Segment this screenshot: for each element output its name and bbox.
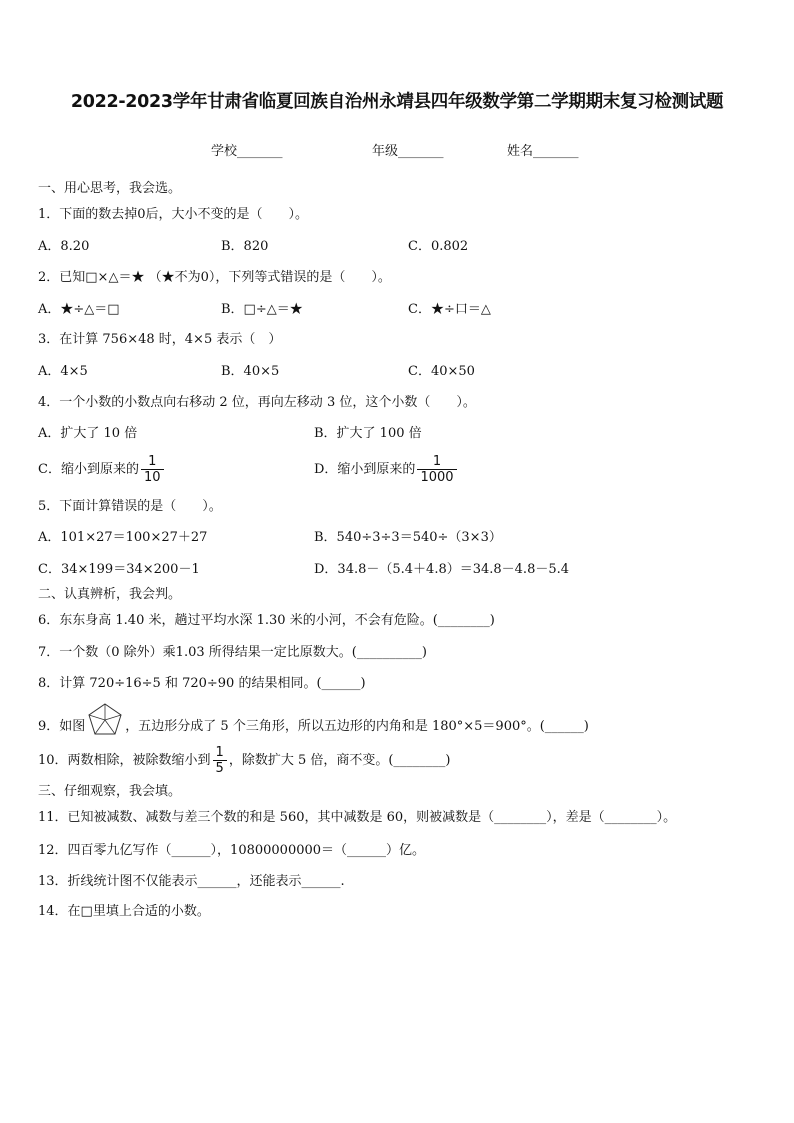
question-4-option-c: [38, 452, 166, 488]
question-7: 7．一个数（0 除外）乘1.03 所得结果一定比原数大。(__________): [38, 645, 427, 660]
question-9-before: 9．如图: [38, 719, 86, 734]
question-2-stem: 2．已知□×△＝★ （★不为0），下列等式错误的是（ ）。: [38, 270, 391, 285]
question-12: 12．四百零九亿写作（______），10800000000＝（______）亿。: [38, 843, 426, 858]
question-2-option-c: C．★÷口＝△: [408, 302, 491, 317]
question-10: [38, 742, 451, 780]
question-4-option-c-text: C．缩小到原来的: [38, 462, 139, 477]
question-14: 14．在□里填上合适的小数。: [38, 904, 210, 919]
name-field: 姓名_______: [507, 144, 579, 159]
question-3-option-b: B．40×5: [221, 364, 280, 379]
question-1-option-a: A．8.20: [38, 239, 90, 254]
question-2-option-a: A．★÷△＝□: [38, 302, 120, 317]
question-4-option-a: A．扩大了 10 倍: [38, 426, 138, 441]
question-1-option-c: C．0.802: [408, 239, 469, 254]
fraction-denominator: 5: [213, 760, 227, 776]
question-4-option-b: B．扩大了 100 倍: [314, 426, 422, 441]
fraction-denominator: 1000: [417, 469, 456, 485]
fraction-denominator: 10: [141, 469, 164, 485]
school-field: 学校_______: [211, 144, 283, 159]
fraction-one-thousandth: [417, 454, 456, 485]
question-5-option-a: A．101×27＝100×27＋27: [38, 530, 208, 545]
question-9-after: ，五边形分成了 5 个三角形，所以五边形的内角和是 180°×5＝900°。(______): [125, 719, 589, 734]
question-1-stem: 1．下面的数去掉0后，大小不变的是（ ）。: [38, 207, 309, 222]
fraction-numerator: 1: [215, 745, 224, 760]
question-1-option-b: B．820: [221, 239, 269, 254]
question-2-option-b: B．□÷△＝★: [221, 302, 303, 317]
question-3-option-c: C．40×50: [408, 364, 475, 379]
question-13: 13．折线统计图不仅能表示______，还能表示______.: [38, 874, 345, 889]
question-11: 11．已知被减数、减数与差三个数的和是 560，其中减数是 60，则被减数是（________），差是（________）。: [38, 810, 677, 825]
question-8: 8．计算 720÷16÷5 和 720÷90 的结果相同。(______): [38, 676, 366, 691]
question-5-option-c: C．34×199＝34×200－1: [38, 562, 200, 577]
grade-field: 年级_______: [372, 144, 444, 159]
section-heading-1: 一、用心思考，我会选。: [38, 181, 182, 196]
question-5-option-d: D．34.8－（5.4＋4.8）＝34.8－4.8－5.4: [314, 562, 570, 577]
question-4-option-d: [314, 452, 459, 488]
question-5-option-b: B．540÷3÷3＝540÷（3×3）: [314, 530, 502, 545]
question-3-option-a: A．4×5: [38, 364, 88, 379]
question-10-after: ，除数扩大 5 倍，商不变。(________): [228, 753, 451, 768]
question-10-before: 10．两数相除，被除数缩小到: [38, 753, 211, 768]
page-title: 2022-2023学年甘肃省临夏回族自治州永靖县四年级数学第二学期期末复习检测试题: [70, 92, 724, 112]
question-3-stem: 3．在计算 756×48 时，4×5 表示（ ）: [38, 332, 282, 347]
question-4-stem: 4．一个小数的小数点向右移动 2 位，再向左移动 3 位，这个小数（ ）。: [38, 395, 476, 410]
section-heading-3: 三、仔细观察，我会填。: [38, 784, 182, 799]
fraction-one-fifth: [213, 745, 227, 776]
question-6: 6．东东身高 1.40 米，趟过平均水深 1.30 米的小河，不会有危险。(________): [38, 613, 495, 628]
question-4-option-d-text: D．缩小到原来的: [314, 462, 416, 477]
fraction-one-tenth: [141, 454, 164, 485]
section-heading-2: 二、认真辨析，我会判。: [38, 587, 182, 602]
fraction-numerator: 1: [148, 454, 157, 469]
question-5-stem: 5．下面计算错误的是（ ）。: [38, 499, 222, 514]
fraction-numerator: 1: [432, 454, 442, 469]
